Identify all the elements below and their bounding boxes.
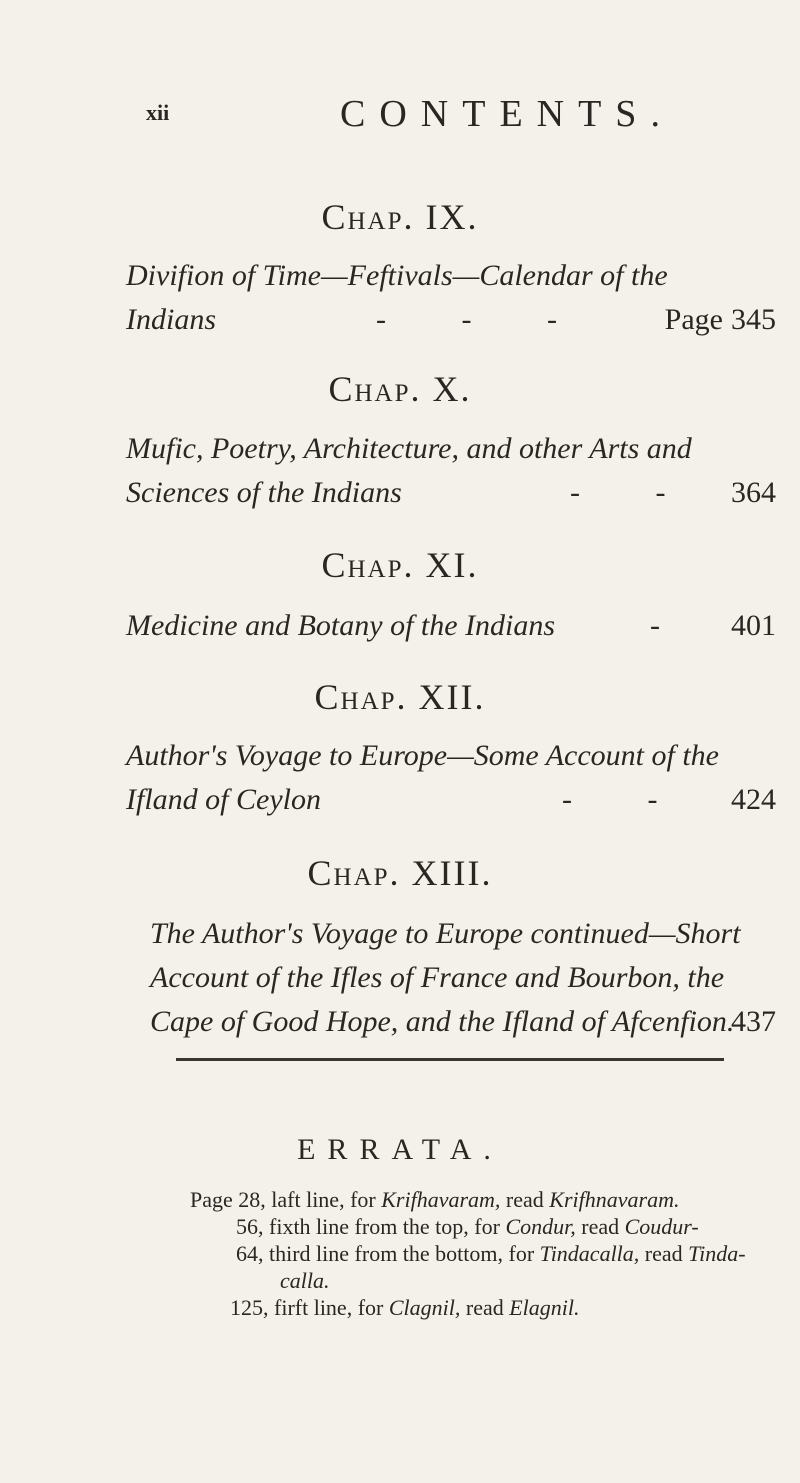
page-word: Page [664,303,723,336]
errata-title: ERRATA. [297,1133,503,1166]
errata-ref: Page 28, [190,1187,266,1212]
entry-title-line: Indians [126,303,216,336]
errata-right: Krifhnavaram. [549,1187,680,1212]
errata-ref: 125, [230,1295,269,1320]
errata-item [190,1213,780,1240]
errata-item [190,1294,780,1321]
page-value: 345 [731,303,776,336]
contents-entry [126,734,776,822]
errata-item [190,1240,780,1267]
entry-title-line: Account of the Ifles of France and Bourbon, the [150,961,725,994]
chapter-heading: Chap. X. [328,369,472,409]
errata-right: Elagnil. [509,1295,580,1320]
page-number: 401 [731,609,776,642]
errata-list [190,1186,780,1321]
folio-number: xii [146,100,170,125]
errata-ref: 56, [236,1214,264,1239]
errata-where: fixth line from the top, for [269,1214,500,1239]
errata-item-continued [190,1267,780,1294]
errata-wrong: Condur, [505,1214,576,1239]
leader-dashes: - - [562,783,692,816]
errata-where: firft line, for [274,1295,384,1320]
errata-read: read [644,1241,683,1266]
contents-entry [126,254,776,342]
errata-where: third line from the bottom, for [269,1241,535,1266]
errata-wrong: Tindacalla, [539,1241,640,1266]
errata-read: read [581,1214,620,1239]
entry-title-line: Divifion of Time—Feftivals—Calendar of the [126,259,668,292]
errata-right: Coudur- [624,1214,699,1239]
entry-title-line: The Author's Voyage to Europe continued—Short [150,917,741,950]
chapter-heading: Chap. XI. [321,545,479,585]
leader-dashes: - - [570,476,700,509]
page-number [665,298,776,342]
chapter-heading: Chap. XIII. [307,853,493,893]
errata-wrong: Krifhavaram, [381,1187,501,1212]
entry-title-line: Mufic, Poetry, Architecture, and other Arts and [126,432,692,465]
errata-read: read [505,1187,544,1212]
page-number: 424 [731,783,776,816]
contents-entry [126,912,776,1044]
running-head: CONTENTS. [340,93,674,135]
errata-read: read [465,1295,504,1320]
leader-dashes: - [650,609,694,642]
chapter-heading: Chap. IX. [321,197,479,237]
chapter-heading: Chap. XII. [314,677,486,717]
entry-title-line: Ifland of Ceylon [126,783,321,816]
errata-wrong: Clagnil, [388,1295,461,1320]
errata-ref: 64, [236,1241,264,1266]
errata-where: laft line, for [271,1187,376,1212]
errata-continuation: calla. [280,1268,330,1293]
entry-title-line: Cape of Good Hope, and the Ifland of Afcenfion. [150,1005,735,1038]
contents-entry [126,427,776,515]
errata-right: Tinda- [688,1241,746,1266]
contents-entry [126,604,776,648]
page-number: 364 [731,476,776,509]
page-header [146,92,674,142]
horizontal-rule [176,1058,724,1061]
entry-title-line: Medicine and Botany of the Indians [126,609,556,642]
page-number: 437 [731,1005,776,1038]
entry-title-line: Sciences of the Indians [126,476,402,509]
errata-item [190,1186,780,1213]
entry-title-line: Author's Voyage to Europe—Some Account of the [126,739,719,772]
leader-dashes: - - - [376,303,591,336]
